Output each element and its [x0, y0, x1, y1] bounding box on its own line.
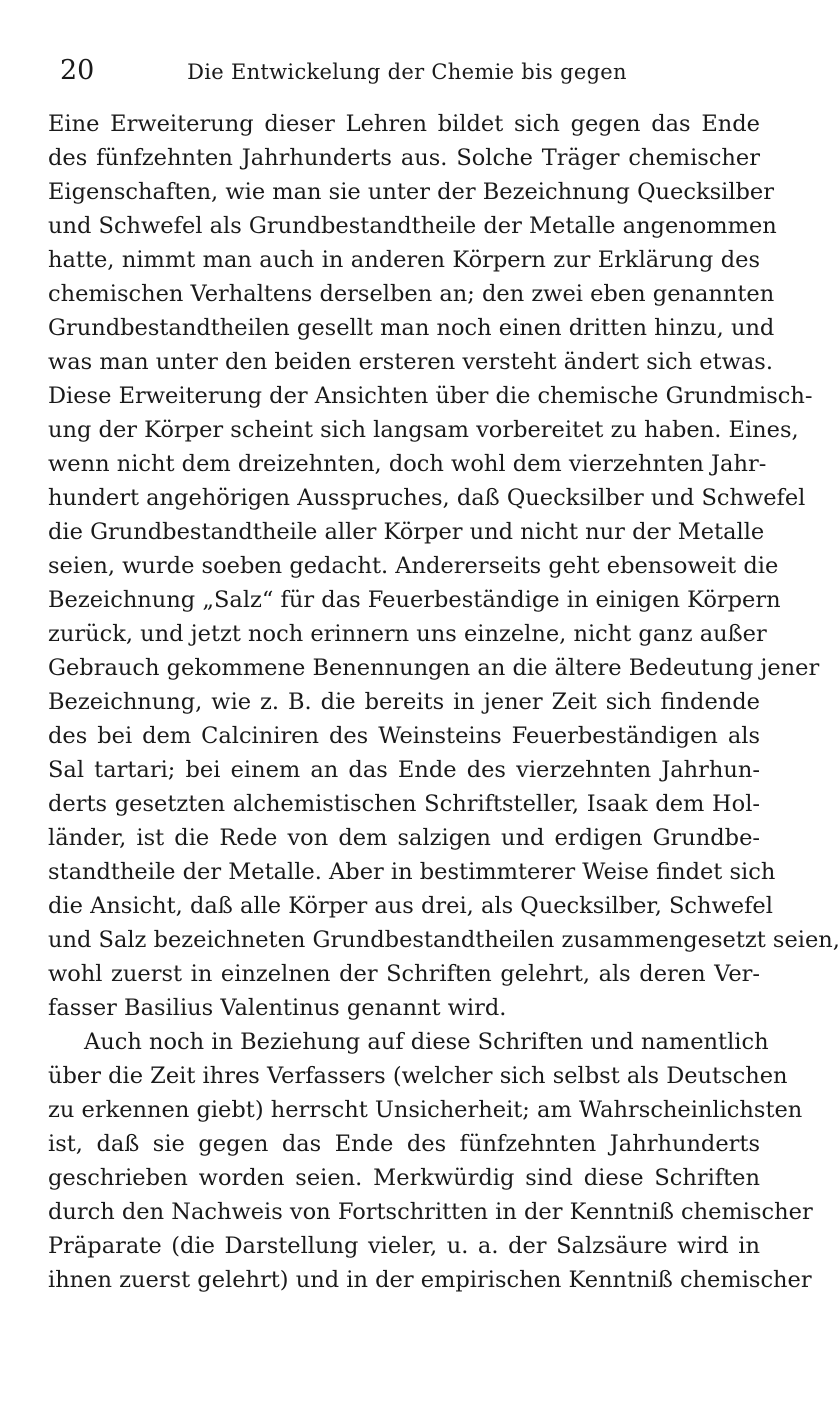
text-line: Diese Erweiterung der Ansichten über die chemische Grundmisch- [48, 383, 813, 409]
text-line: seien, wurde soeben gedacht. Andererseits geht ebensoweit die [48, 553, 779, 579]
text-line: und Schwefel als Grundbestandtheile der Metalle angenommen [48, 213, 777, 239]
text-line: standtheile der Metalle. Aber in bestimmterer Weise findet sich [48, 859, 776, 885]
text-line: zu erkennen giebt) herrscht Unsicherheit; am Wahrscheinlichsten [48, 1097, 803, 1123]
text-line: derts gesetzten alchemistischen Schriftsteller, Isaak dem Hol- [48, 791, 760, 817]
text-line: chemischen Verhaltens derselben an; den zwei eben genannten [48, 281, 775, 307]
text-line: die Grundbestandtheile aller Körper und nicht nur der Metalle [48, 519, 765, 545]
text-line: hatte, nimmt man auch in anderen Körpern zur Erklärung des [48, 247, 760, 273]
text-line: die Ansicht, daß alle Körper aus drei, als Quecksilber, Schwefel [48, 893, 773, 919]
text-line: über die Zeit ihres Verfassers (welcher sich selbst als Deutschen [48, 1063, 788, 1089]
text-line: und Salz bezeichneten Grundbestandtheilen zusammengesetzt seien, [48, 927, 840, 953]
text-line: Auch noch in Beziehung auf diese Schriften und namentlich [84, 1029, 769, 1055]
text-line: Eigenschaften, wie man sie unter der Bezeichnung Quecksilber [48, 179, 774, 205]
text-line: Sal tartari; bei einem an das Ende des vierzehnten Jahrhun- [48, 757, 760, 783]
page-number: 20 [60, 55, 95, 86]
text-line: Bezeichnung, wie z. B. die bereits in jener Zeit sich findende [48, 689, 760, 715]
text-line: Präparate (die Darstellung vieler, u. a. der Salzsäure wird in [48, 1233, 760, 1259]
text-line: länder, ist die Rede von dem salzigen und erdigen Grundbe- [48, 825, 760, 851]
running-title: Die Entwickelung der Chemie bis gegen [187, 60, 627, 84]
body-text [48, 107, 840, 1297]
text-line: des fünfzehnten Jahrhunderts aus. Solche Träger chemischer [48, 145, 760, 171]
text-line: was man unter den beiden ersteren versteht ändert sich etwas. [48, 349, 773, 375]
text-line: Gebrauch gekommene Benennungen an die ältere Bedeutung jener [48, 655, 820, 681]
text-line: wenn nicht dem dreizehnten, doch wohl dem vierzehnten Jahr- [48, 451, 767, 477]
text-line: Grundbestandtheilen gesellt man noch einen dritten hinzu, und [48, 315, 775, 341]
text-line: des bei dem Calciniren des Weinsteins Feuerbeständigen als [48, 723, 760, 749]
text-line: ihnen zuerst gelehrt) und in der empirischen Kenntniß chemischer [48, 1267, 812, 1293]
text-line: fasser Basilius Valentinus genannt wird. [48, 995, 507, 1021]
text-line: durch den Nachweis von Fortschritten in der Kenntniß chemischer [48, 1199, 813, 1225]
text-line: ist, daß sie gegen das Ende des fünfzehnten Jahrhunderts [48, 1131, 760, 1157]
text-line: geschrieben worden seien. Merkwürdig sind diese Schriften [48, 1165, 760, 1191]
text-line: ung der Körper scheint sich langsam vorbereitet zu haben. Eines, [48, 417, 799, 443]
page-header [60, 56, 754, 96]
text-line: Bezeichnung „Salz“ für das Feuerbeständige in einigen Körpern [48, 587, 781, 613]
text-line: zurück, und jetzt noch erinnern uns einzelne, nicht ganz außer [48, 621, 767, 647]
text-line: Eine Erweiterung dieser Lehren bildet sich gegen das Ende [48, 111, 760, 137]
text-line: wohl zuerst in einzelnen der Schriften gelehrt, als deren Ver- [48, 961, 760, 987]
text-line: hundert angehörigen Ausspruches, daß Quecksilber und Schwefel [48, 485, 806, 511]
